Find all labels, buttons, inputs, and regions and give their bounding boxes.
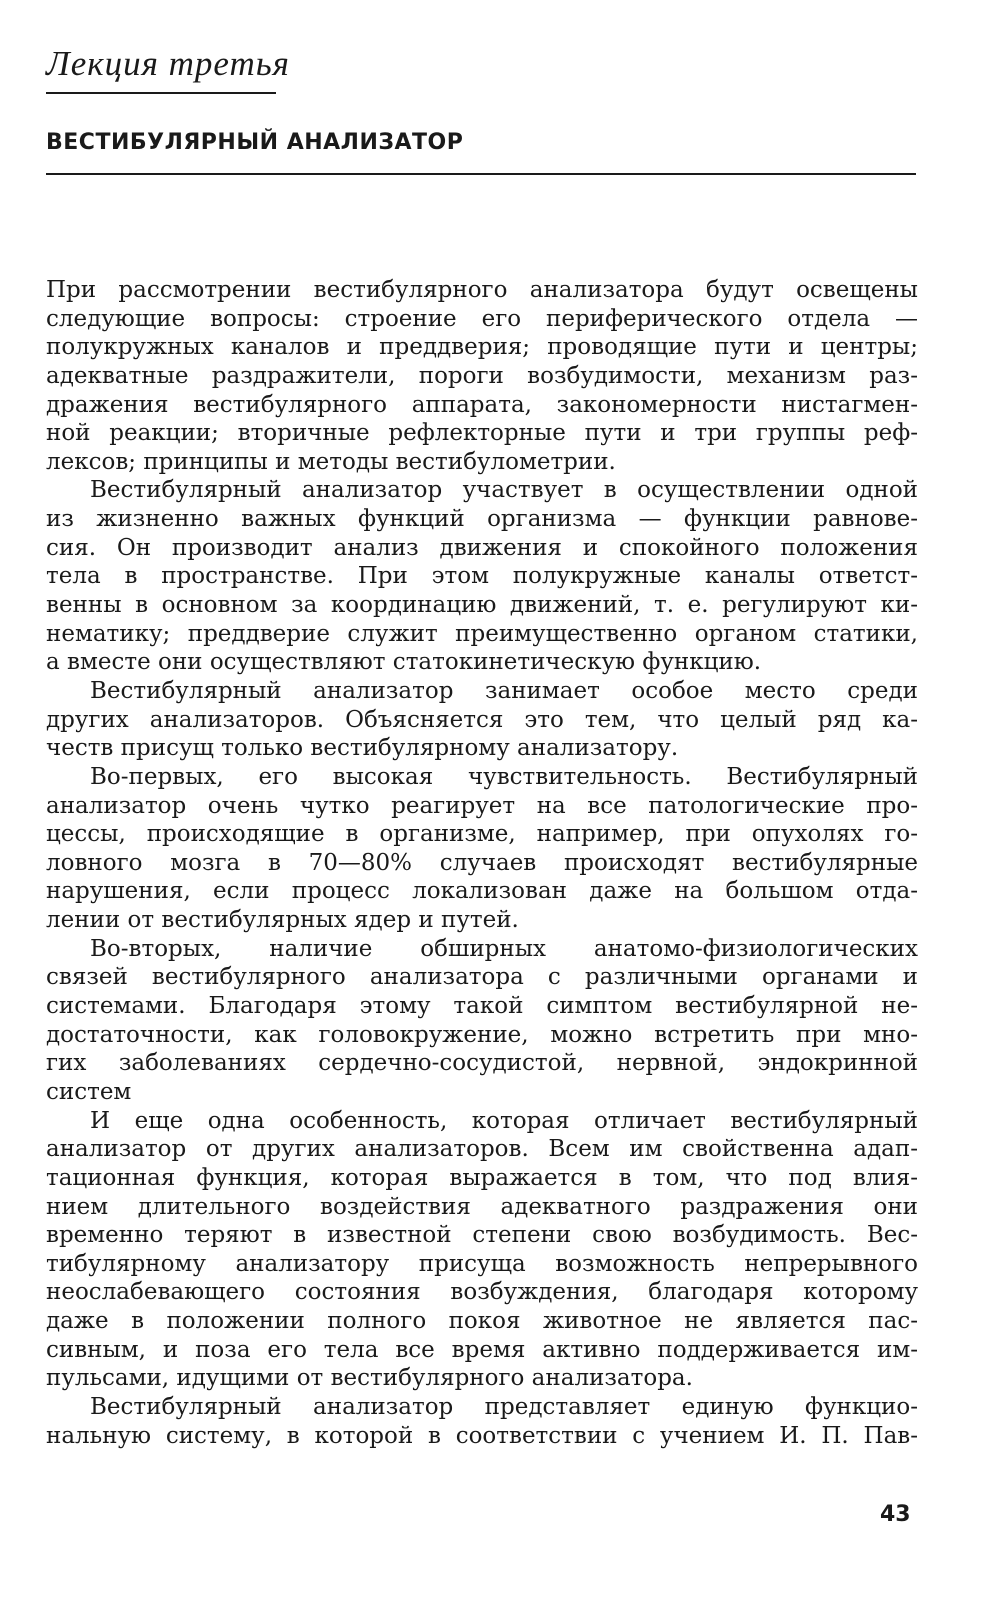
text-line: нарушения, если процесс локализован даже на большом отда-	[46, 878, 918, 905]
text-line: честв присущ только вестибулярному анализатору.	[46, 735, 679, 762]
text-line: нематику; преддверие служит преимущественно органом статики,	[46, 620, 918, 647]
text-line: пульсами, идущими от вестибулярного анализатора.	[46, 1365, 693, 1392]
text-line: лексов; принципы и методы вестибулометрии.	[46, 448, 616, 475]
body-text	[46, 276, 918, 1450]
text-line: анализатор очень чутко реагирует на все патологические про-	[46, 792, 918, 819]
text-line: ловного мозга в 70—80% случаев происходят вестибулярные	[46, 849, 918, 876]
text-line: лении от вестибулярных ядер и путей.	[46, 907, 519, 934]
text-line: следующие вопросы: строение его периферического отдела —	[46, 305, 918, 332]
text-line: сия. Он производит анализ движения и спокойного положения	[46, 534, 918, 561]
text-line: Вестибулярный анализатор представляет единую функцио-	[90, 1393, 918, 1420]
text-line: систем	[46, 1078, 132, 1105]
text-line: нием длительного воздействия адекватного раздражения они	[46, 1193, 918, 1220]
text-line: дражения вестибулярного аппарата, закономерности нистагмен-	[46, 391, 918, 418]
text-line: связей вестибулярного анализатора с различными органами и	[46, 964, 918, 991]
text-line: адекватные раздражители, пороги возбудимости, механизм раз-	[46, 362, 918, 389]
text-line: неослабевающего состояния возбуждения, благодаря которому	[46, 1279, 918, 1306]
text-line: даже в положении полного покоя животное не является пас-	[46, 1308, 918, 1335]
text-line: полукружных каналов и преддверия; проводящие пути и центры;	[46, 334, 918, 361]
chapter-divider	[46, 92, 276, 94]
text-line: венны в основном за координацию движений, т. е. регулируют ки-	[46, 592, 918, 619]
text-line: тибулярному анализатору присуща возможность непрерывного	[46, 1250, 918, 1277]
text-line: нальную систему, в которой в соответствии с учением И. П. Пав-	[46, 1422, 918, 1449]
lecture-title: ВЕСТИБУЛЯРНЫЙ АНАЛИЗАТОР	[46, 130, 464, 155]
text-line: Вестибулярный анализатор участвует в осуществлении одной	[90, 477, 918, 504]
text-line: цессы, происходящие в организме, например, при опухолях го-	[46, 821, 918, 848]
text-line: из жизненно важных функций организма — функции равнове-	[46, 506, 918, 533]
text-line: сивным, и поза его тела все время активно поддерживается им-	[46, 1336, 918, 1363]
text-line: гих заболеваниях сердечно-сосудистой, нервной, эндокринной	[46, 1050, 918, 1077]
text-line: При рассмотрении вестибулярного анализатора будут освещены	[46, 277, 918, 303]
title-divider	[46, 173, 916, 175]
text-line: Вестибулярный анализатор занимает особое место среди	[90, 677, 918, 704]
text-line: достаточности, как головокружение, можно встретить при мно-	[46, 1021, 918, 1048]
text-line: системами. Благодаря этому такой симптом вестибулярной не-	[46, 993, 918, 1020]
text-line: Во-вторых, наличие обширных анатомо-физиологических	[90, 935, 918, 962]
text-line: ной реакции; вторичные рефлекторные пути и три группы реф-	[46, 420, 918, 447]
text-line: тационная функция, которая выражается в том, что под влия-	[46, 1164, 918, 1191]
text-line: И еще одна особенность, которая отличает вестибулярный	[90, 1107, 918, 1134]
chapter-heading: Лекция третья	[46, 44, 290, 83]
text-line: а вместе они осуществляют статокинетическую функцию.	[46, 649, 762, 676]
page-number: 43	[880, 1502, 911, 1527]
text-line: Во-первых, его высокая чувствительность. Вестибулярный	[90, 763, 918, 790]
text-line: временно теряют в известной степени свою возбудимость. Вес-	[46, 1222, 918, 1249]
text-line: тела в пространстве. При этом полукружные каналы ответст-	[46, 563, 918, 590]
text-line: анализатор от других анализаторов. Всем им свойственна адап-	[46, 1136, 918, 1163]
text-line: других анализаторов. Объясняется это тем, что целый ряд ка-	[46, 706, 918, 733]
